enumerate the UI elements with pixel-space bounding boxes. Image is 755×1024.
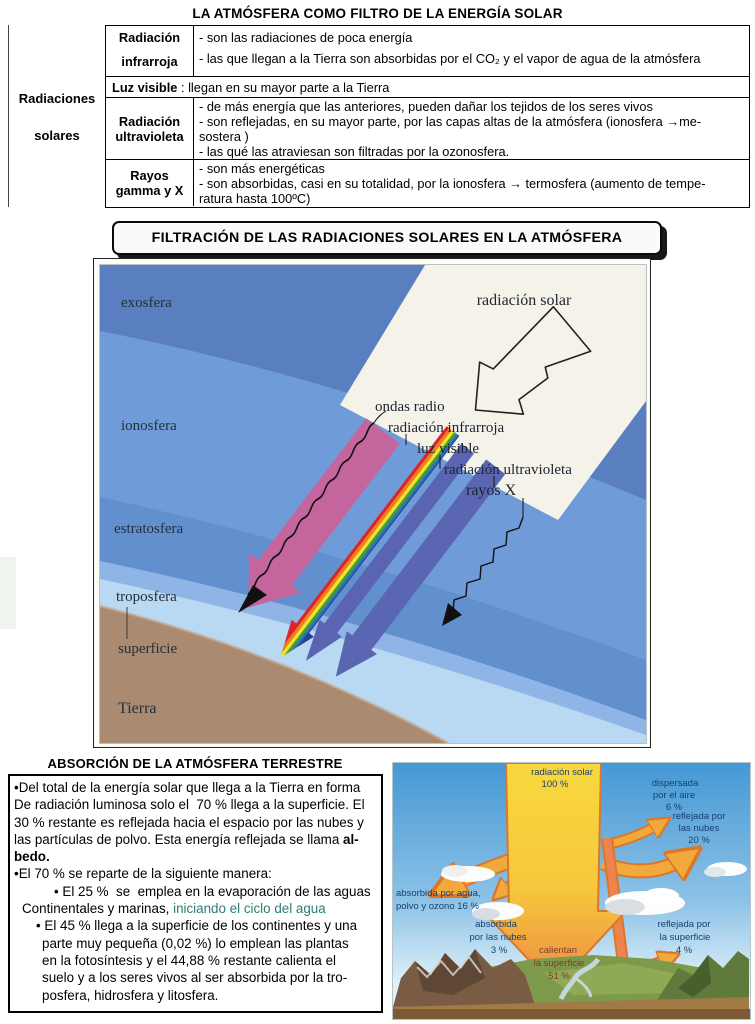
tierra-label: Tierra xyxy=(118,700,157,717)
category-cell: Radiación ultravioleta xyxy=(106,98,194,159)
absorption-text xyxy=(8,774,383,1013)
exosfera-label: exosfera xyxy=(121,295,172,311)
calientan-label: calientan xyxy=(538,945,578,956)
energy-budget-diagram xyxy=(392,762,751,1020)
page-title: LA ATMÓSFERA COMO FILTRO DE LA ENERGÍA SOLAR xyxy=(192,6,563,21)
xray-label: rayos X xyxy=(466,482,517,499)
absorption-line: •El 70 % se reparte de la siguiente manera: xyxy=(14,866,272,882)
absorbida-agua-label: absorbida por agua, xyxy=(396,888,481,899)
dispersada-label: dispersada xyxy=(651,778,699,789)
ultraviolet-label: radiación ultravioleta xyxy=(444,462,572,478)
svg-text:51 %: 51 % xyxy=(548,971,570,982)
radio-waves-label: ondas radio xyxy=(375,399,445,415)
svg-text:6 %: 6 % xyxy=(665,802,683,813)
svg-text:la superficie: la superficie xyxy=(659,932,711,943)
absorption-line: • El 45 % llega a la superficie de los continentes y una xyxy=(36,918,358,934)
atmosphere-diagram-svg xyxy=(99,264,647,744)
atmosphere-diagram xyxy=(93,258,651,748)
category-cell: Radiación infrarroja xyxy=(106,26,194,76)
description-cell: - son las radiaciones de poca energía - las que llegan a la Tierra son absorbidas por el CO₂ y el vapor de agua de la atmósfera xyxy=(199,30,701,66)
merged-cell: Luz visible : llegan en su mayor parte a la Tierra xyxy=(112,79,390,95)
estratosfera-label: estratosfera xyxy=(114,521,184,537)
svg-text:100 %: 100 % xyxy=(541,779,569,790)
description-cell: - de más energía que las anteriores, pueden dañar los tejidos de los seres vivos - son reflejadas, en su mayor parte, por las capas altas de la atmósfera (ionosfera →me- sostera ) - las qué las atraviesan son filtradas por la ozonosfera. xyxy=(199,99,702,160)
section-banner: FILTRACIÓN DE LAS RADIACIONES SOLARES EN LA ATMÓSFERA xyxy=(112,221,662,255)
absorption-line: •Del total de la energía solar que llega a la Tierra en forma xyxy=(14,780,361,795)
svg-text:3 %: 3 % xyxy=(490,945,508,956)
visible-light-label: luz visible xyxy=(417,441,480,457)
row-header-line: solares xyxy=(34,127,80,143)
absorption-line: suelo y a los seres vivos al ser absorbida por la tro- xyxy=(42,970,348,986)
absorption-line: Continentales y marinas, iniciando el ciclo del agua xyxy=(22,901,326,917)
category-cell: Rayos gamma y X xyxy=(106,160,194,206)
absorption-line: 30 % restante es reflejada hacia el espacio por las nubes y xyxy=(14,814,364,830)
table-left-rule xyxy=(8,25,9,207)
superficie-label: superficie xyxy=(118,641,178,657)
svg-text:las nubes: las nubes xyxy=(678,823,720,834)
radiation-table xyxy=(105,25,750,208)
infrared-label: radiación infrarroja xyxy=(388,420,505,436)
troposfera-label: troposfera xyxy=(116,589,177,605)
table-row xyxy=(106,98,749,160)
table-row-header xyxy=(10,25,104,208)
svg-text:4 %: 4 % xyxy=(675,945,693,956)
solar-100-label: radiación solar xyxy=(531,767,593,778)
ionosfera-label: ionosfera xyxy=(121,418,177,434)
absorbida-nubes-label: absorbida xyxy=(475,919,517,930)
svg-text:por las nubes: por las nubes xyxy=(469,932,527,943)
reflejada-superficie-label: reflejada por xyxy=(657,919,711,930)
table-row xyxy=(106,77,749,98)
absorption-line: las partículas de polvo. Esta energía reflejada se llama al- xyxy=(14,831,359,847)
absorption-line: De radiación luminosa solo el 70 % llega a la superficie. El xyxy=(14,797,365,813)
absorption-line: en la fotosíntesis y el 44,88 % restante calienta el xyxy=(42,952,337,968)
scan-artifact-strip xyxy=(0,557,16,629)
table-row xyxy=(106,26,749,77)
svg-text:la superficie: la superficie xyxy=(533,958,585,969)
absorption-line: bedo. xyxy=(14,849,50,865)
absorption-title: ABSORCIÓN DE LA ATMÓSFERA TERRESTRE xyxy=(47,756,343,771)
description-cell: - son más energéticas - son absorbidas, casi en su totalidad, por la ionosfera → termosfera (aumento de tempe- ratura hasta 100ºC) xyxy=(199,161,706,207)
solar-radiation-label: radiación solar xyxy=(476,292,572,309)
absorption-line: • El 25 % se emplea en la evaporación de las aguas xyxy=(54,883,371,899)
absorption-line: parte muy pequeña (0,02 %) lo emplean las plantas xyxy=(42,935,349,951)
row-header-line: Radiaciones xyxy=(18,90,96,106)
absorption-line: posfera, hidrosfera y litosfera. xyxy=(42,987,219,1003)
svg-text:polvo y ozono 16 %: polvo y ozono 16 % xyxy=(396,901,479,912)
reflejada-nubes-label: reflejada por xyxy=(672,811,726,822)
energy-budget-svg xyxy=(393,763,750,1019)
svg-text:por el aire: por el aire xyxy=(652,790,696,801)
svg-text:20 %: 20 % xyxy=(688,835,710,846)
table-row xyxy=(106,160,749,206)
